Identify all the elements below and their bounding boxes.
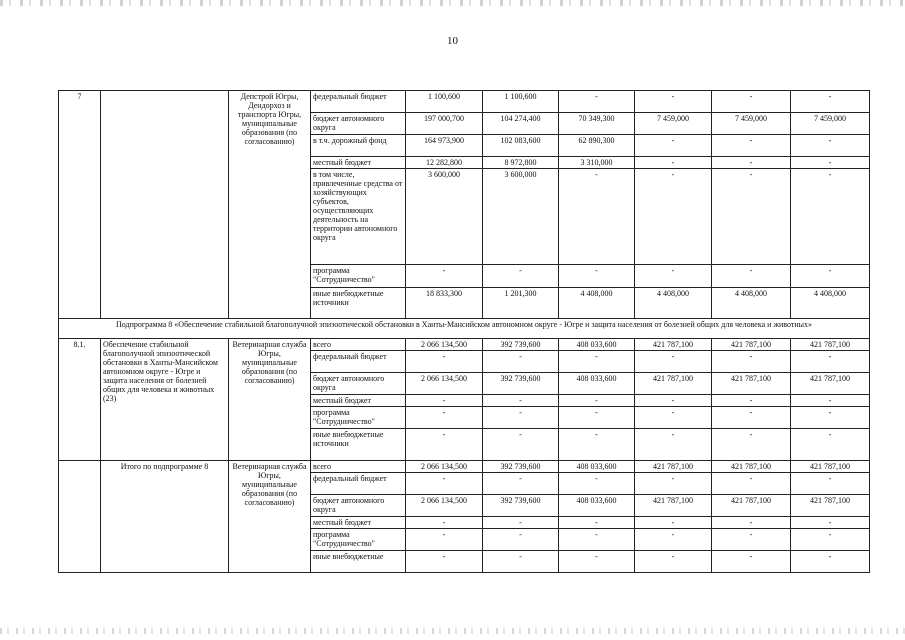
- amount-cell: -: [483, 395, 559, 407]
- funding-source-cell: иные внебюджетные источники: [311, 429, 406, 461]
- amount-cell: -: [712, 265, 791, 288]
- amount-cell: 104 274,400: [483, 113, 559, 135]
- amount-cell: 421 787,100: [635, 495, 712, 517]
- amount-cell: -: [712, 395, 791, 407]
- funding-source-cell: в т.ч. дорожный фонд: [311, 135, 406, 157]
- amount-cell: -: [791, 429, 870, 461]
- amount-cell: 1 100,600: [406, 91, 483, 113]
- amount-cell: 421 787,100: [712, 339, 791, 351]
- executor-cell: Депстрой Югры, Дендорхоз и транспорта Югры, муниципальные образования (по согласованию): [229, 91, 311, 319]
- amount-cell: -: [483, 529, 559, 551]
- funding-source-cell: федеральный бюджет: [311, 91, 406, 113]
- amount-cell: 8 972,800: [483, 157, 559, 169]
- amount-cell: 62 890,300: [559, 135, 635, 157]
- executor-cell: Ветеринарная служба Югры, муниципальные образования (по согласованию): [229, 339, 311, 461]
- funding-source-cell: иные внебюджетные: [311, 551, 406, 573]
- amount-cell: 2 066 134,500: [406, 495, 483, 517]
- amount-cell: -: [635, 169, 712, 265]
- amount-cell: 3 600,000: [406, 169, 483, 265]
- amount-cell: -: [559, 473, 635, 495]
- executor-cell: Ветеринарная служба Югры, муниципальные образования (по согласованию): [229, 461, 311, 573]
- funding-source-cell: всего: [311, 339, 406, 351]
- amount-cell: -: [712, 91, 791, 113]
- amount-cell: 3 310,000: [559, 157, 635, 169]
- amount-cell: 7 459,000: [635, 113, 712, 135]
- amount-cell: -: [559, 351, 635, 373]
- amount-cell: -: [791, 91, 870, 113]
- scan-artifact-bottom: [0, 628, 905, 634]
- table-row: [59, 91, 870, 113]
- amount-cell: -: [635, 265, 712, 288]
- amount-cell: -: [483, 551, 559, 573]
- measure-number-cell: 8.1.: [59, 339, 101, 461]
- amount-cell: 2 066 134,500: [406, 461, 483, 473]
- amount-cell: -: [791, 529, 870, 551]
- amount-cell: -: [406, 473, 483, 495]
- amount-cell: -: [406, 517, 483, 529]
- amount-cell: -: [559, 517, 635, 529]
- amount-cell: 421 787,100: [712, 373, 791, 395]
- amount-cell: -: [635, 429, 712, 461]
- funding-source-cell: иные внебюджетные источники: [311, 288, 406, 319]
- measure-name-cell: Обеспечение стабильной благополучной эпизоотической обстановки в Ханты-Мансийском автономном округе - Югре и защита населения от болезней общих для человека и животных (23): [101, 339, 229, 461]
- amount-cell: 421 787,100: [635, 461, 712, 473]
- amount-cell: 4 408,000: [559, 288, 635, 319]
- amount-cell: -: [635, 157, 712, 169]
- amount-cell: -: [791, 395, 870, 407]
- amount-cell: -: [406, 551, 483, 573]
- amount-cell: 392 739,600: [483, 461, 559, 473]
- funding-source-cell: местный бюджет: [311, 395, 406, 407]
- funding-source-cell: федеральный бюджет: [311, 351, 406, 373]
- amount-cell: -: [791, 517, 870, 529]
- measure-number-cell: [59, 461, 101, 573]
- subprogram-heading: Подпрограмма 8 «Обеспечение стабильной благополучной эпизоотической обстановки в Ханты-Мансийском автономном округе - Югре и защита населения от болезней общих для человека и животных»: [59, 319, 870, 339]
- amount-cell: 1 100,600: [483, 91, 559, 113]
- amount-cell: -: [635, 517, 712, 529]
- amount-cell: 1 201,300: [483, 288, 559, 319]
- funding-source-cell: бюджет автономного округа: [311, 495, 406, 517]
- funding-source-cell: программа "Сотрудничество": [311, 407, 406, 429]
- amount-cell: 421 787,100: [712, 461, 791, 473]
- amount-cell: 3 600,000: [483, 169, 559, 265]
- measure-name-cell: [101, 91, 229, 319]
- amount-cell: -: [559, 91, 635, 113]
- amount-cell: -: [559, 169, 635, 265]
- amount-cell: -: [712, 529, 791, 551]
- amount-cell: -: [406, 407, 483, 429]
- amount-cell: -: [712, 517, 791, 529]
- amount-cell: 18 833,300: [406, 288, 483, 319]
- amount-cell: -: [635, 91, 712, 113]
- amount-cell: 7 459,000: [791, 113, 870, 135]
- funding-source-cell: местный бюджет: [311, 517, 406, 529]
- scan-artifact-top: [0, 0, 905, 6]
- amount-cell: -: [406, 529, 483, 551]
- amount-cell: -: [406, 351, 483, 373]
- amount-cell: 421 787,100: [635, 373, 712, 395]
- amount-cell: -: [791, 473, 870, 495]
- amount-cell: 12 282,800: [406, 157, 483, 169]
- amount-cell: -: [712, 351, 791, 373]
- amount-cell: -: [559, 551, 635, 573]
- amount-cell: 408 033,600: [559, 461, 635, 473]
- amount-cell: -: [712, 169, 791, 265]
- measure-name-cell: Итого по подпрограмме 8: [101, 461, 229, 573]
- amount-cell: 7 459,000: [712, 113, 791, 135]
- amount-cell: 392 739,600: [483, 495, 559, 517]
- amount-cell: 70 349,300: [559, 113, 635, 135]
- amount-cell: -: [791, 135, 870, 157]
- amount-cell: 421 787,100: [791, 495, 870, 517]
- amount-cell: -: [791, 551, 870, 573]
- amount-cell: -: [483, 429, 559, 461]
- amount-cell: -: [635, 351, 712, 373]
- funding-source-cell: всего: [311, 461, 406, 473]
- amount-cell: -: [635, 551, 712, 573]
- amount-cell: 2 066 134,500: [406, 339, 483, 351]
- amount-cell: -: [483, 351, 559, 373]
- amount-cell: -: [712, 157, 791, 169]
- amount-cell: -: [635, 407, 712, 429]
- amount-cell: -: [483, 473, 559, 495]
- amount-cell: -: [635, 529, 712, 551]
- amount-cell: 421 787,100: [791, 461, 870, 473]
- amount-cell: -: [791, 157, 870, 169]
- amount-cell: 421 787,100: [791, 339, 870, 351]
- amount-cell: -: [791, 407, 870, 429]
- amount-cell: -: [712, 473, 791, 495]
- amount-cell: 421 787,100: [635, 339, 712, 351]
- amount-cell: -: [559, 529, 635, 551]
- amount-cell: 408 033,600: [559, 495, 635, 517]
- amount-cell: -: [791, 169, 870, 265]
- amount-cell: 421 787,100: [712, 495, 791, 517]
- funding-source-cell: местный бюджет: [311, 157, 406, 169]
- amount-cell: -: [712, 135, 791, 157]
- funding-source-cell: программа "Сотрудничество": [311, 265, 406, 288]
- amount-cell: 421 787,100: [791, 373, 870, 395]
- amount-cell: -: [712, 429, 791, 461]
- amount-cell: -: [406, 395, 483, 407]
- amount-cell: -: [483, 265, 559, 288]
- amount-cell: -: [406, 429, 483, 461]
- amount-cell: 392 739,600: [483, 373, 559, 395]
- amount-cell: -: [635, 395, 712, 407]
- amount-cell: -: [559, 265, 635, 288]
- page-number: 10: [447, 35, 458, 47]
- funding-source-cell: в том числе, привлеченные средства от хозяйствующих субъектов, осуществляющих деятельность на территории автономного округа: [311, 169, 406, 265]
- funding-source-cell: бюджет автономного округа: [311, 113, 406, 135]
- funding-source-cell: федеральный бюджет: [311, 473, 406, 495]
- amount-cell: 197 000,700: [406, 113, 483, 135]
- amount-cell: -: [635, 473, 712, 495]
- funding-source-cell: программа "Сотрудничество": [311, 529, 406, 551]
- subprogram-heading-row: [59, 319, 870, 339]
- amount-cell: -: [712, 407, 791, 429]
- amount-cell: -: [559, 395, 635, 407]
- amount-cell: -: [559, 429, 635, 461]
- amount-cell: 408 033,600: [559, 339, 635, 351]
- amount-cell: 408 033,600: [559, 373, 635, 395]
- amount-cell: -: [483, 517, 559, 529]
- funding-source-cell: бюджет автономного округа: [311, 373, 406, 395]
- amount-cell: 4 408,000: [712, 288, 791, 319]
- amount-cell: 164 973,900: [406, 135, 483, 157]
- measure-number-cell: 7: [59, 91, 101, 319]
- financing-table: [58, 90, 870, 573]
- amount-cell: 2 066 134,500: [406, 373, 483, 395]
- amount-cell: -: [483, 407, 559, 429]
- amount-cell: -: [635, 135, 712, 157]
- table-row: [59, 339, 870, 351]
- amount-cell: -: [791, 265, 870, 288]
- table-row: [59, 461, 870, 473]
- amount-cell: 4 408,000: [791, 288, 870, 319]
- amount-cell: 392 739,600: [483, 339, 559, 351]
- amount-cell: 4 408,000: [635, 288, 712, 319]
- amount-cell: -: [791, 351, 870, 373]
- amount-cell: -: [712, 551, 791, 573]
- amount-cell: 102 083,600: [483, 135, 559, 157]
- amount-cell: -: [406, 265, 483, 288]
- amount-cell: -: [559, 407, 635, 429]
